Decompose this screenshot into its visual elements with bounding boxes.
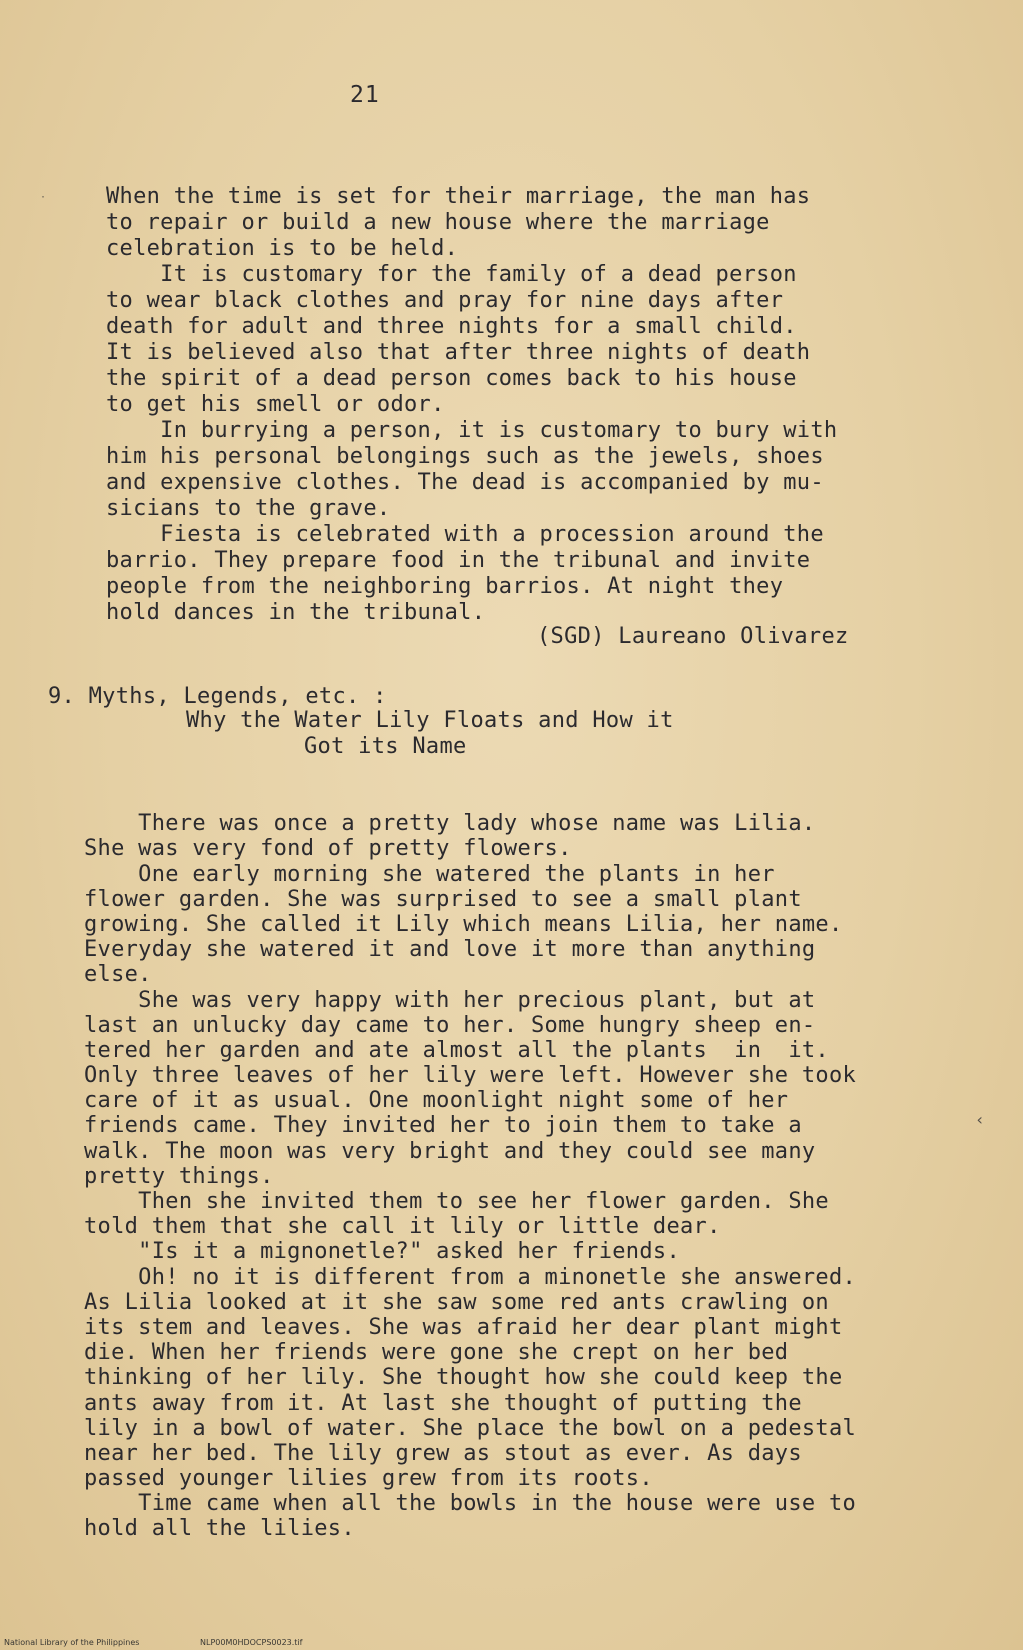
text-line: Only three leaves of her lily were left. However she took (84, 1063, 857, 1089)
text-line: to repair or build a new house where the marriage (106, 210, 770, 235)
text-line: people from the neighboring barrios. At night they (106, 574, 784, 599)
signature: (SGD) Laureano Olivarez (537, 624, 849, 649)
text-line: death for adult and three nights for a small child. (106, 314, 797, 339)
text-line: As Lilia looked at it she saw some red ants crawling on (84, 1289, 829, 1315)
text-line: ants away from it. At last she thought of putting the (84, 1390, 802, 1416)
text-line: its stem and leaves. She was afraid her dear plant might (84, 1314, 843, 1340)
text-line: to get his smell or odor. (106, 392, 445, 417)
text-line: to wear black clothes and pray for nine days after (106, 288, 784, 313)
text-line: It is customary for the family of a dead person (106, 262, 797, 287)
text-line (84, 786, 856, 811)
text-line: barrio. They prepare food in the tribunal and invite (106, 548, 811, 573)
text-line: In burrying a person, it is customary to bury with (106, 418, 838, 443)
text-line: She was very fond of pretty flowers. (84, 836, 572, 862)
story-title-line-2: Got its Name (304, 734, 467, 759)
text-line: the spirit of a dead person comes back to his house (106, 366, 797, 391)
text-line: thinking of her lily. She thought how she could keep the (84, 1365, 843, 1391)
text-line: "Is it a mignonetle?" asked her friends. (84, 1239, 680, 1265)
text-line: One early morning she watered the plants in her (84, 861, 775, 887)
text-line: flower garden. She was surprised to see a small plant (84, 886, 802, 912)
text-line: Everyday she watered it and love it more than anything (84, 937, 816, 963)
footer-file-id: NLP00M0HDOCPS0023.tif (200, 1638, 303, 1647)
text-line: friends came. They invited her to join them to take a (84, 1113, 802, 1139)
text-line: last an unlucky day came to her. Some hungry sheep en- (84, 1012, 816, 1038)
text-line: sicians to the grave. (106, 496, 391, 521)
text-line: him his personal belongings such as the jewels, shoes (106, 444, 824, 469)
text-line: It is believed also that after three nights of death (106, 340, 811, 365)
text-line: celebration is to be held. (106, 236, 459, 261)
text-line: There was once a pretty lady whose name was Lilia. (84, 811, 816, 837)
text-line: lily in a bowl of water. She place the bowl on a pedestal (84, 1415, 857, 1441)
margin-mark: ‹ (975, 1110, 985, 1129)
text-line: Then she invited them to see her flower garden. She (84, 1189, 829, 1214)
text-line: She was very happy with her precious plant, but at (84, 987, 816, 1013)
text-line: Time came when all the bowls in the house were use to (84, 1491, 857, 1517)
text-line: Fiesta is celebrated with a procession around the (106, 522, 824, 547)
text-line: Oh! no it is different from a minonetle she answered. (84, 1264, 857, 1290)
text-line: When the time is set for their marriage, the man has (106, 184, 811, 209)
text-line: walk. The moon was very bright and they could see many (84, 1138, 816, 1164)
page-number: 21 (350, 82, 380, 108)
footer-library-name: National Library of the Philippines (4, 1638, 140, 1647)
text-line: and expensive clothes. The dead is accompanied by mu- (106, 470, 824, 495)
text-line: hold dances in the tribunal. (106, 600, 486, 625)
text-line: tered her garden and ate almost all the plants in it. (84, 1037, 829, 1063)
text-line: passed younger lilies grew from its roots. (84, 1466, 653, 1492)
story-title-line-1: Why the Water Lily Floats and How it (186, 708, 674, 733)
text-line: hold all the lilies. (84, 1516, 355, 1542)
text-line: care of it as usual. One moonlight night some of her (84, 1088, 789, 1114)
story-text (84, 786, 856, 1542)
text-line: growing. She called it Lily which means Lilia, her name. (84, 911, 843, 937)
customs-paragraphs (106, 184, 837, 626)
section-heading: 9. Myths, Legends, etc. : (48, 684, 387, 709)
text-line: near her bed. The lily grew as stout as ever. As days (84, 1440, 802, 1466)
margin-dot: · (40, 192, 47, 203)
text-line: told them that she call it lily or little dear. (84, 1214, 721, 1240)
text-line: pretty things. (84, 1163, 274, 1189)
text-line: else. (84, 962, 152, 988)
text-line: die. When her friends were gone she crept on her bed (84, 1340, 789, 1366)
